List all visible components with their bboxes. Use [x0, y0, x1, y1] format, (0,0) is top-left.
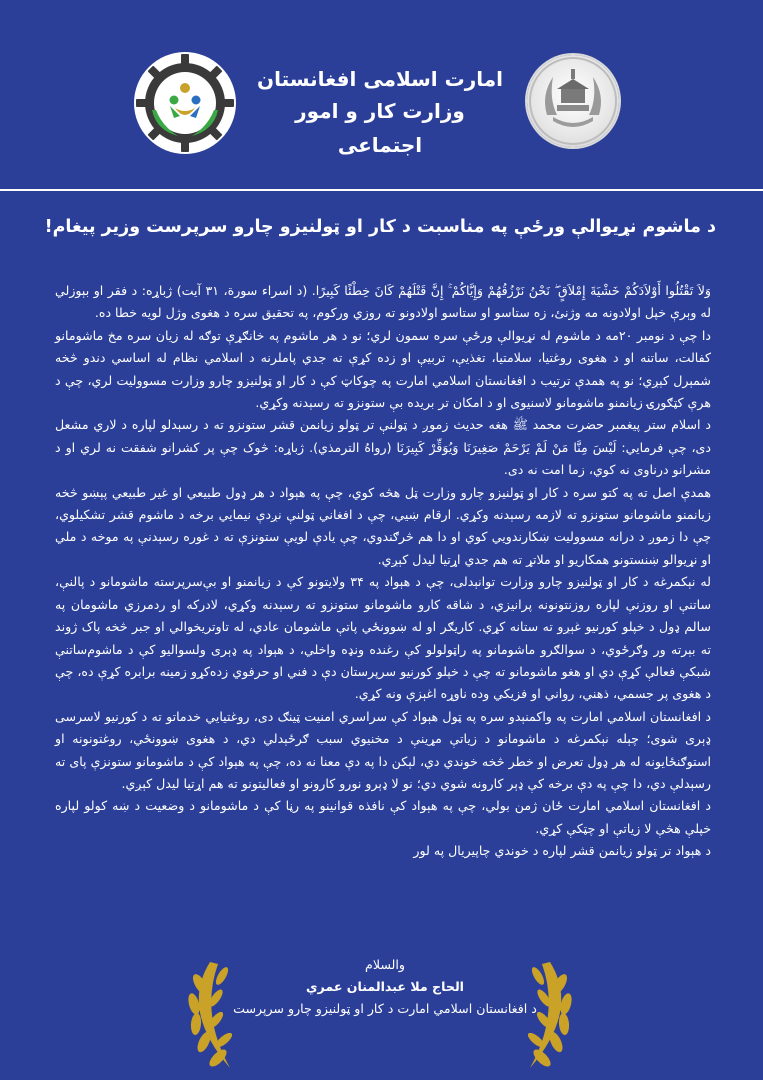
closing-salutation: والسلام — [365, 957, 405, 972]
header-title — [250, 64, 510, 162]
signatory-name: الحاج ملا عبدالمنان عمري — [306, 979, 464, 994]
message-paragraph-1: وَلاَ تَقْتُلُوا أَوْلاَدَكُمْ خَشْيَةَ إِمْلاَقٍ ۖ نَحْنُ نَرْزُقُهُمْ وَإِيَّاكُمْ ۚ إِنَّ قَتْلَهُمْ كَانَ خِطْئًا كَبِيرًا. (د اسراء سورة، ۳۱ آيت) ژباړه: د فقر او بېوزلي له وېرې خپل اولادونه مه وژنئ، زه ستاسو او ستاسو اولادونو ته روزي ورکوم، په تحقيق سره د هغوی وژل لويه خطا ده. — [55, 283, 711, 321]
message-paragraph-8: د هېواد تر ټولو زيانمن قشر لپاره د خوندي چاپيريال په لور — [413, 843, 711, 859]
message-paragraph-6: د افغانستان اسلامي امارت په واکمنېدو سره په ټول هېواد کې سراسري امنيت ټينګ دی، روغتيايي خدماتو ته د کورنيو لاسرسی ډېری شوی؛ چېله نېکمرغه د ماشومانو د زياتې مړينې د مخنيوي سبب ګرځېدلي دي، د هغوی ښوونځي، روغتونونه او استوګنځايونه له هر ډول تعرض او خطر څخه خوندي دي، لېکن دا په دې معنا نه ده، چې په هېواد کې د ماشومانو ستونزې پای ته رسېدلې دي، دا چې په دې برخه کې ډېر کارونه شوي دي؛ نو لا ډېرو نورو کارونو او فعاليتونو ته هم اړتيا ليدل کېږي. — [55, 708, 711, 791]
message-paragraph-5: له نېکمرغه د کار او ټولنيزو چارو وزارت توانېدلی، چې د هېواد په ۳۴ ولايتونو کې د زيانمنو او بې‌سرپرسته ماشومانو د پالنې، ساتنې او روزنې لپاره روزنتونونه پرانيزي، د شاقه کارو ماشومانو ستونزو ته رسېدنه وکړي، لادرکه او ردمرزي ماشومان په سالم ډول د خپلو کورنيو غېږو ته ستانه کړي. کاريګر او له ښوونځي پاتې ماشومان عادي، له تاوتريخوالي او جبر څخه پاک ژوند ته بېرته ور وګرځوي، د سوالګرو ماشومانو په راټولولو کې رغنده ونډه واخلي، د هېواد په ډېری ولسواليو کې د ماشوم‌ساتنې شبکې فعالې کړې دي او هغو ماشومانو ته چې د خپلو کورنيو سرپرستان دې د فني او حرفوي زده‌کړو زمينه برابره کړې ده، چې د هغوی پر جسمي، ذهني، رواني او فزيکي وده ناوړه اغېزې ونه کړي. — [55, 574, 712, 702]
message-paragraph-2: دا چې د نومبر ۲۰مه د ماشوم له نړيوالې ورځې سره سمون لري؛ نو د هر ماشوم په خانګړې توګه له زيان سره مخ ماشومانو کفالت، ساتنه او د هغوی روغتيا، سلامتيا، تغذيې، تربيې او زده کړې ته جدي پاملرنه د اسلامي نظام له اساسي دندو څخه شمېرل کېږي؛ نو په همدې ترتيب د افغانستان اسلامي امارت په چوکاټ کې د کار او ټولنيزو چارو وزارت مسووليت لري، چې د هرې کټګورۍ زيانمنو ماشومانو لاسنيوی او د امکان تر بريده بې ستونزو ته رسېدنه وکړي. — [55, 327, 711, 411]
signatory-position: د افغانستان اسلامي امارت د کار او ټولنيزو چارو سرپرست — [233, 1001, 537, 1016]
message-body — [55, 280, 711, 863]
message-title: د ماشوم نړيوالې ورځې په مناسبت د کار او ټولنيزو چارو سرپرست وزير پيغام! — [44, 217, 716, 237]
title-ministry: وزارت کار و امور اجتماعی — [295, 99, 465, 157]
title-emirate: امارت اسلامی افغانستان — [257, 67, 503, 91]
islamic-emirate-emblem-icon — [527, 55, 619, 147]
message-paragraph-7: د افغانستان اسلامي امارت ځان ژمن بولي، چې په هېواد کې نافذه قوانينو په رڼا کې د ماشومانو د وضعيت د ښه کولو لپاره خپلې هڅې لا زياتې او چټکې کړي. — [55, 798, 711, 836]
header — [0, 0, 763, 190]
message-paragraph-4: همدې اصل ته په کتو سره د کار او ټولنيزو چارو وزارت ټل هڅه کوي، چې په هېواد د هر ډول طبيعي او غير طبيعي پېښو څخه زيانمنو ماشومانو ستونزو ته لازمه رسېدنه وکړي. ارقام ښيي، چې د افغاني ټولنې نږدې نيمايي برخه د ماشوم قشر تشکيلوي، چې دا زموږ د درانه مسووليت ښکارندويي کوي او دا هم څرګندوي، چې يادې لويې ستونزې ته د غوره رسېدنې په موخه د ملي او نړيوالو ښنستونو همکاريو او ملاتړ ته هم جدي اړتيا ليدل کېږي. — [55, 484, 711, 567]
signature-block — [150, 954, 620, 1020]
ministry-labor-gear-logo-icon — [134, 52, 236, 154]
header-divider — [0, 189, 763, 191]
message-paragraph-3: د اسلام ستر پيغمبر حضرت محمد ﷺ هغه حديث زموږ د ټولنې تر ټولو زيانمن قشر ستونزو ته د رسېدلو لپاره د لاري مشعل دی، چې فرمايي: لَيْسَ مِنَّا مَنْ لَمْ يَرْحَمْ صَغِيرَنَا وَيُوَقِّرْ كَبِيرَنَا (رواهُ الترمذي). ژباړه: څوک چې پر کشرانو شفقت نه لري او د مشرانو درناوی نه کوي، زما امت نه دی. — [55, 417, 711, 478]
